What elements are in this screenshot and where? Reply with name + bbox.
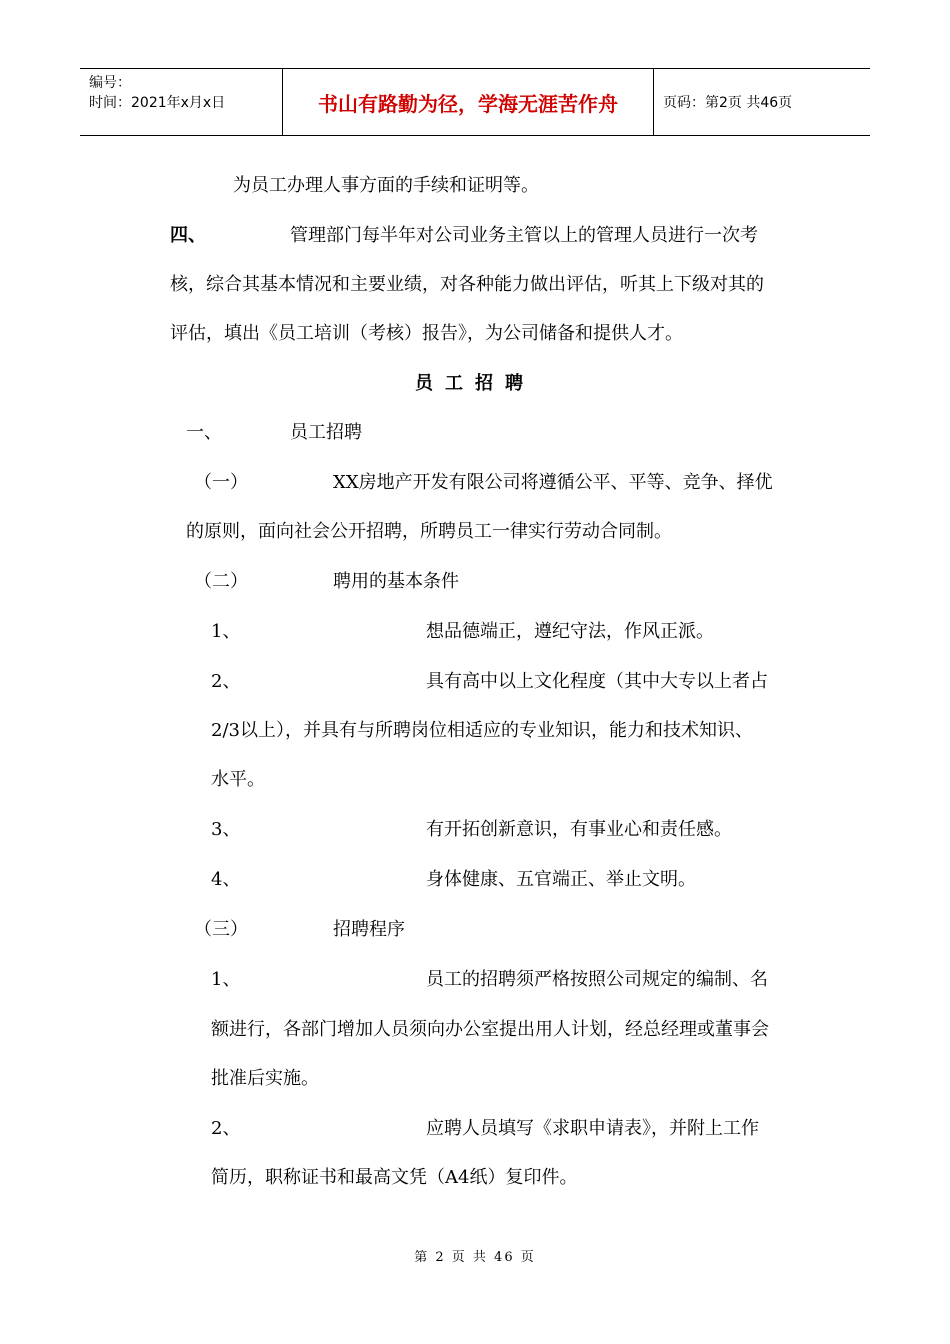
list-item: 具有高中以上文化程度（其中大专以上者占 bbox=[426, 671, 768, 692]
paragraph-marker: （二） bbox=[194, 571, 248, 592]
document-time-label: 时间：2021年x月x日 bbox=[89, 95, 226, 111]
list-item: 想品德端正，遵纪守法，作风正派。 bbox=[426, 621, 714, 642]
list-item: 水平。 bbox=[211, 769, 265, 790]
header-page-info: 页码：第2页 共46页 bbox=[663, 95, 793, 111]
list-item: 员工的招聘须严格按照公司规定的编制、名 bbox=[426, 969, 768, 990]
section-heading: 员工招聘 bbox=[290, 422, 362, 443]
body-line: 的原则，面向社会公开招聘，所聘员工一律实行劳动合同制。 bbox=[186, 521, 672, 542]
list-item: 应聘人员填写《求职申请表》，并附上工作 bbox=[426, 1118, 759, 1139]
item-marker: 四、 bbox=[170, 225, 206, 246]
body-line: 为员工办理人事方面的手续和证明等。 bbox=[233, 175, 539, 196]
paragraph-heading: 聘用的基本条件 bbox=[333, 571, 459, 592]
list-marker: 1、 bbox=[211, 621, 241, 642]
header-meta bbox=[80, 69, 282, 135]
paragraph-marker: （一） bbox=[194, 472, 248, 493]
list-item: 有开拓创新意识，有事业心和责任感。 bbox=[426, 819, 732, 840]
page-footer: 第 2 页 共 46 页 bbox=[414, 1250, 536, 1265]
body-line: 管理部门每半年对公司业务主管以上的管理人员进行一次考 bbox=[290, 225, 758, 246]
list-item: 简历，职称证书和最高文凭（A4纸）复印件。 bbox=[211, 1167, 578, 1188]
header-motto: 书山有路勤为径，学海无涯苦作舟 bbox=[282, 69, 654, 135]
list-marker: 2、 bbox=[211, 671, 241, 692]
section-marker: 一、 bbox=[186, 422, 222, 443]
paragraph-heading: 招聘程序 bbox=[333, 919, 405, 940]
paragraph-marker: （三） bbox=[194, 919, 248, 940]
list-item: 2/3以上），并具有与所聘岗位相适应的专业知识，能力和技术知识、 bbox=[211, 720, 753, 741]
list-item: 额进行，各部门增加人员须向办公室提出用人计划，经总经理或董事会 bbox=[211, 1019, 769, 1040]
list-marker: 1、 bbox=[211, 969, 241, 990]
list-marker: 4、 bbox=[211, 869, 241, 890]
body-line: XX房地产开发有限公司将遵循公平、平等、竞争、择优 bbox=[333, 472, 773, 493]
list-item: 批准后实施。 bbox=[211, 1068, 319, 1089]
page-header bbox=[80, 68, 870, 136]
list-item: 身体健康、五官端正、举止文明。 bbox=[426, 869, 696, 890]
body-line: 评估，填出《员工培训（考核）报告》，为公司储备和提供人才。 bbox=[170, 323, 683, 344]
document-number-label: 编号： bbox=[89, 75, 131, 91]
section-title: 员工招聘 bbox=[415, 373, 535, 394]
list-marker: 2、 bbox=[211, 1118, 241, 1139]
list-marker: 3、 bbox=[211, 819, 241, 840]
body-line: 核，综合其基本情况和主要业绩，对各种能力做出评估，听其上下级对其的 bbox=[170, 274, 764, 295]
